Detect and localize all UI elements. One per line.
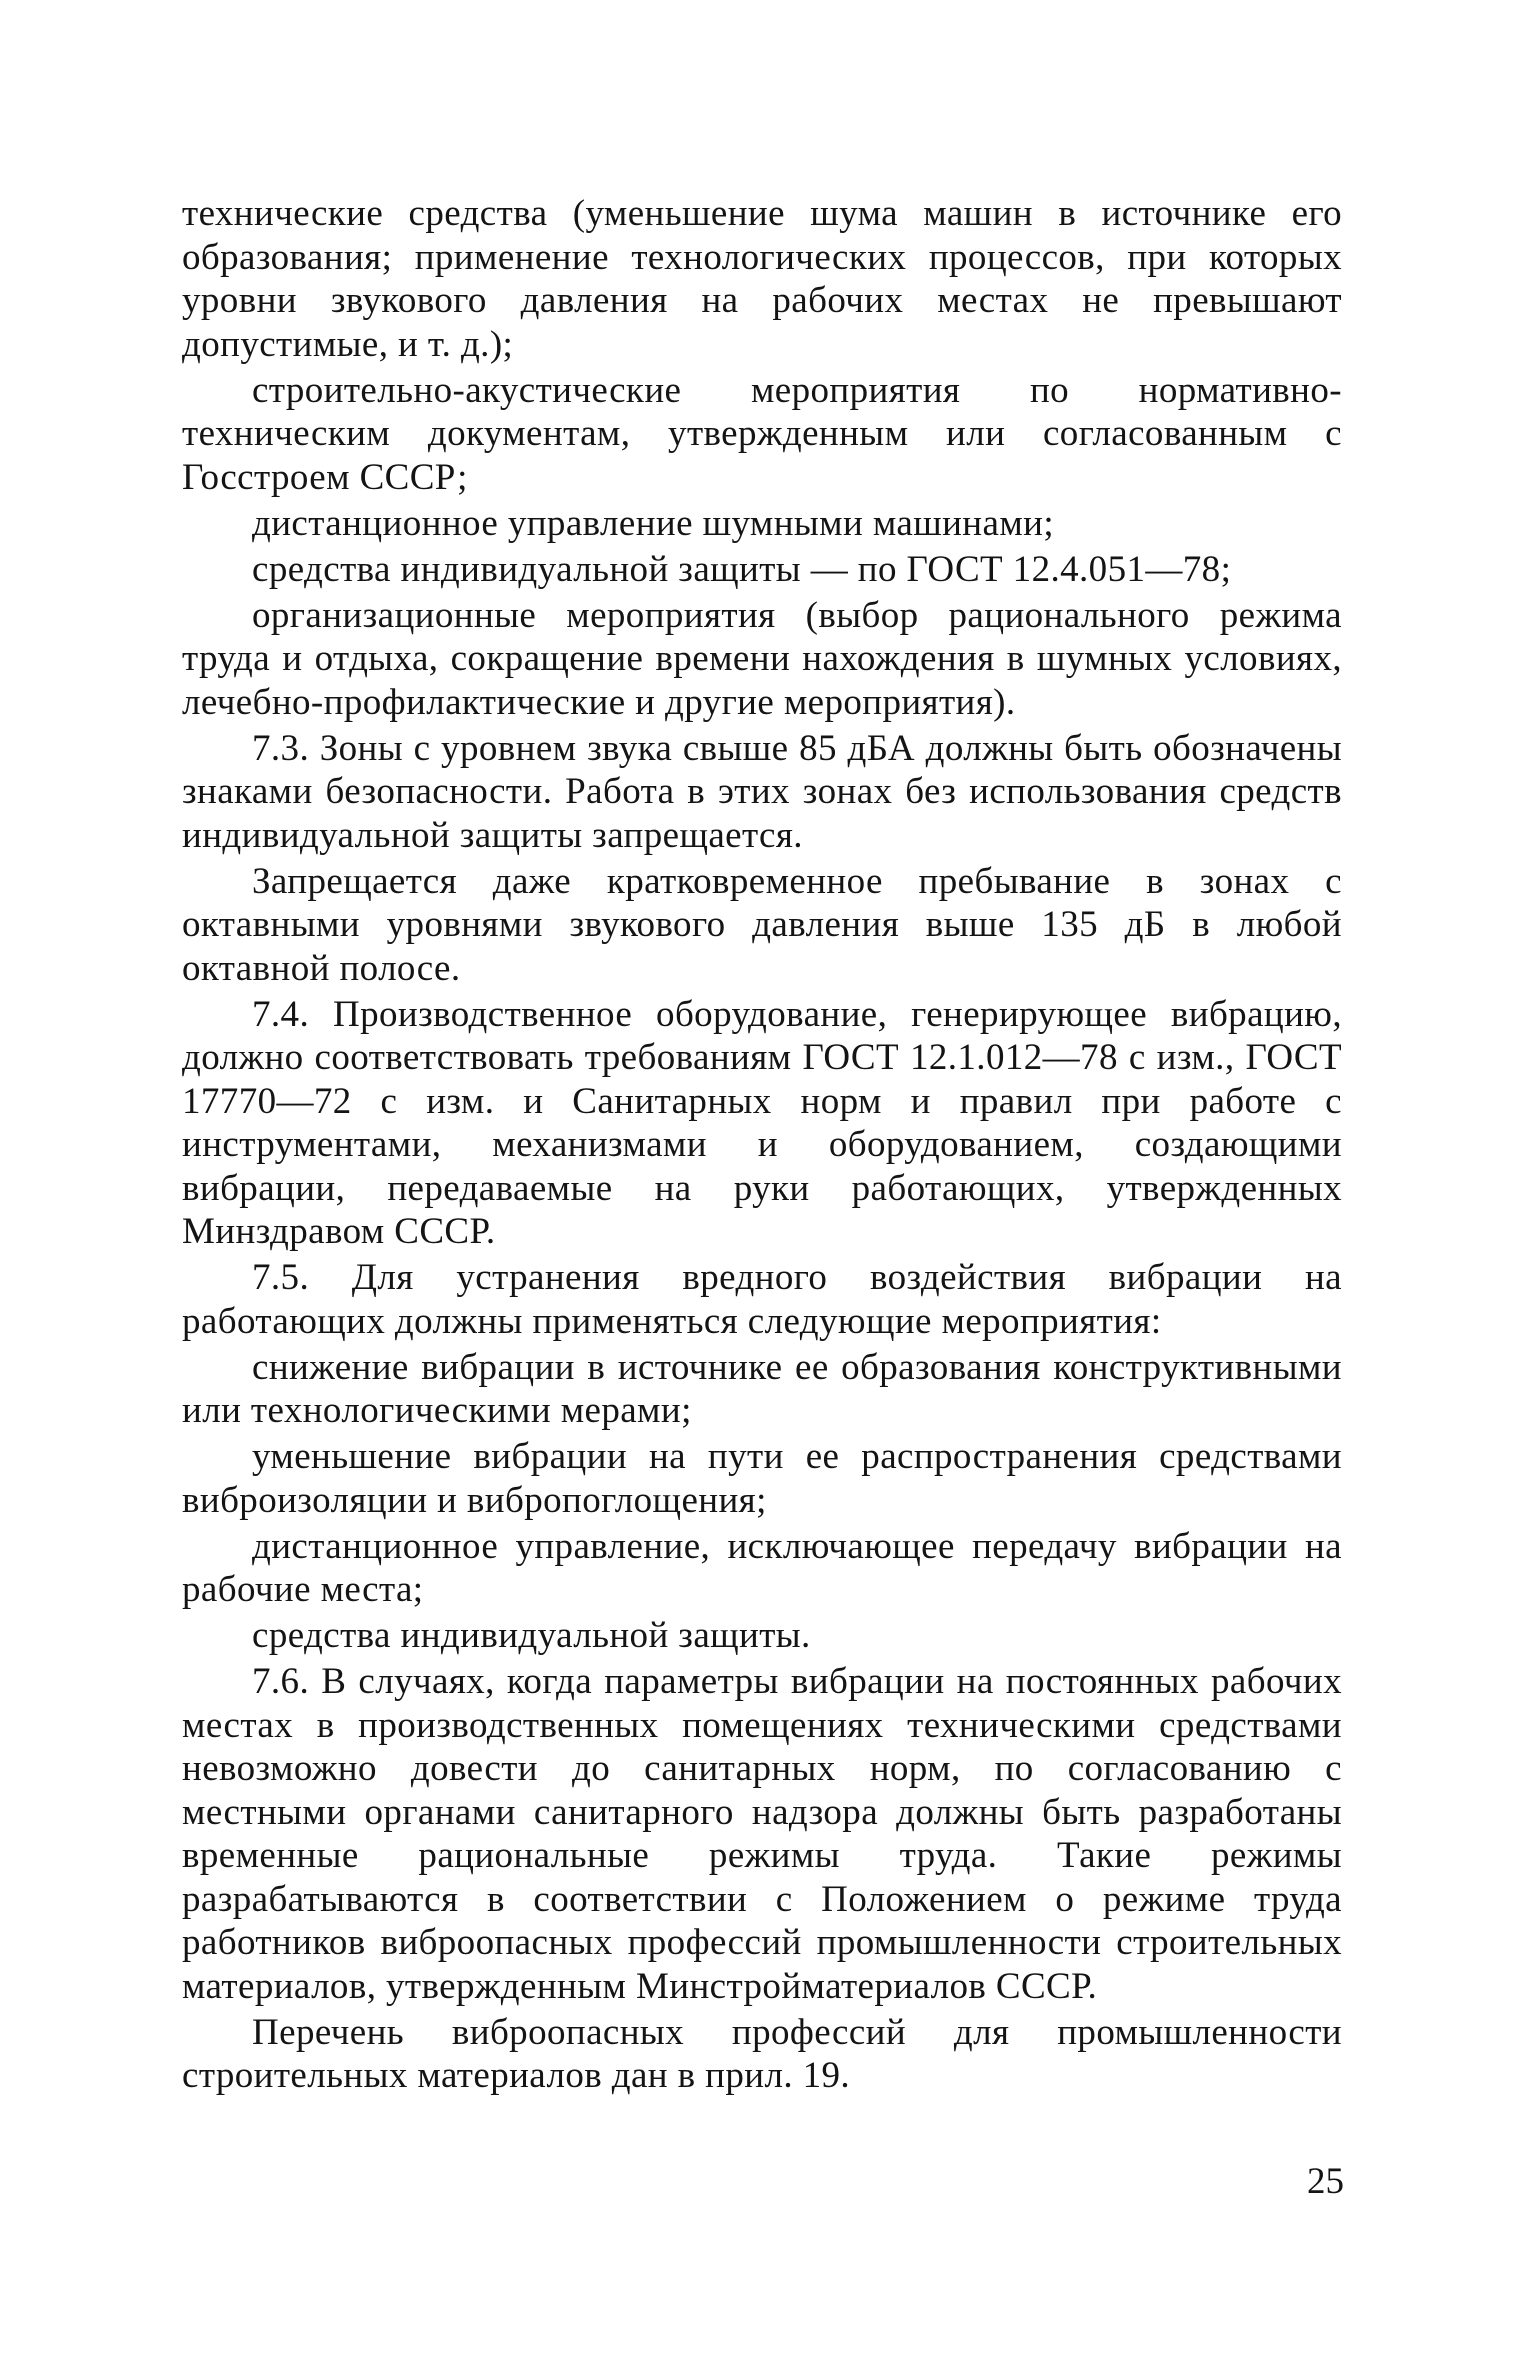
paragraph-section-7-6: 7.6. В случаях, когда параметры вибрации на постоянных рабочих местах в производственных помещениях техническими средствами невозможно довести до санитарных норм, по согласованию с местными органами санитарного надзора должны быть разработаны временные рациональные режимы труда. Такие режимы разрабатываются в соответствии с Положением о режиме труда работников виброопасных профессий промышленности строительных материалов, утвержденным Минстройматериалов СССР.: [182, 1661, 1342, 2007]
paragraph-vibration-source-reduction: снижение вибрации в источнике ее образования конструктивными или технологическими мерами;: [182, 1346, 1342, 1431]
paragraph-construction-acoustic-measures: строительно-акустические мероприятия по нормативно-техническим документам, утвержденным или согласованным с Госстроем СССР;: [182, 369, 1342, 498]
paragraph-personal-protection-vibration: средства индивидуальной защиты.: [252, 1615, 811, 1656]
paragraph-remote-control-noisy-machines: дистанционное управление шумными машинами;: [252, 502, 1055, 544]
paragraph-vibration-isolation: уменьшение вибрации на пути ее распространения средствами виброизоляции и вибропоглощения;: [182, 1436, 1342, 1521]
paragraph-personal-protection-noise: средства индивидуальной защиты — по ГОСТ 12.4.051—78;: [252, 548, 1232, 590]
body-text: [182, 192, 1342, 2100]
paragraph-vibration-professions-list: Перечень виброопасных профессий для промышленности строительных материалов дан в прил. 19.: [182, 2011, 1342, 2096]
paragraph-section-7-3: 7.3. Зоны с уровнем звука свыше 85 дБА должны быть обозначены знаками безопасности. Работа в этих зонах без использования средств индивидуальной защиты запрещается.: [182, 727, 1342, 856]
page-number: 25: [1307, 2161, 1344, 2202]
paragraph-organizational-measures: организационные мероприятия (выбор рационального режима труда и отдыха, сокращение времени нахождения в шумных условиях, лечебно-профилактические и другие мероприятия).: [182, 594, 1342, 723]
paragraph-section-7-4: 7.4. Производственное оборудование, генерирующее вибрацию, должно соответствовать требованиям ГОСТ 12.1.012—78 с изм., ГОСТ 17770—72 с изм. и Санитарных норм и правил при работе с инструментами, механизмами и оборудованием, создающими вибрации, передаваемые на руки работающих, утвержденных Минздравом СССР.: [182, 993, 1342, 1252]
paragraph-prohibition-135db: Запрещается даже кратковременное пребывание в зонах с октавными уровнями звукового давления выше 135 дБ в любой октавной полосе.: [182, 860, 1342, 989]
paragraph-noise-technical-means: технические средства (уменьшение шума машин в источнике его образования; применение технологических процессов, при которых уровни звукового давления на рабочих местах не превышают допустимые, и т. д.);: [182, 193, 1342, 365]
paragraph-section-7-5: 7.5. Для устранения вредного воздействия вибрации на работающих должны применяться следующие мероприятия:: [182, 1257, 1342, 1342]
paragraph-remote-control-vibration: дистанционное управление, исключающее передачу вибрации на рабочие места;: [182, 1525, 1342, 1610]
